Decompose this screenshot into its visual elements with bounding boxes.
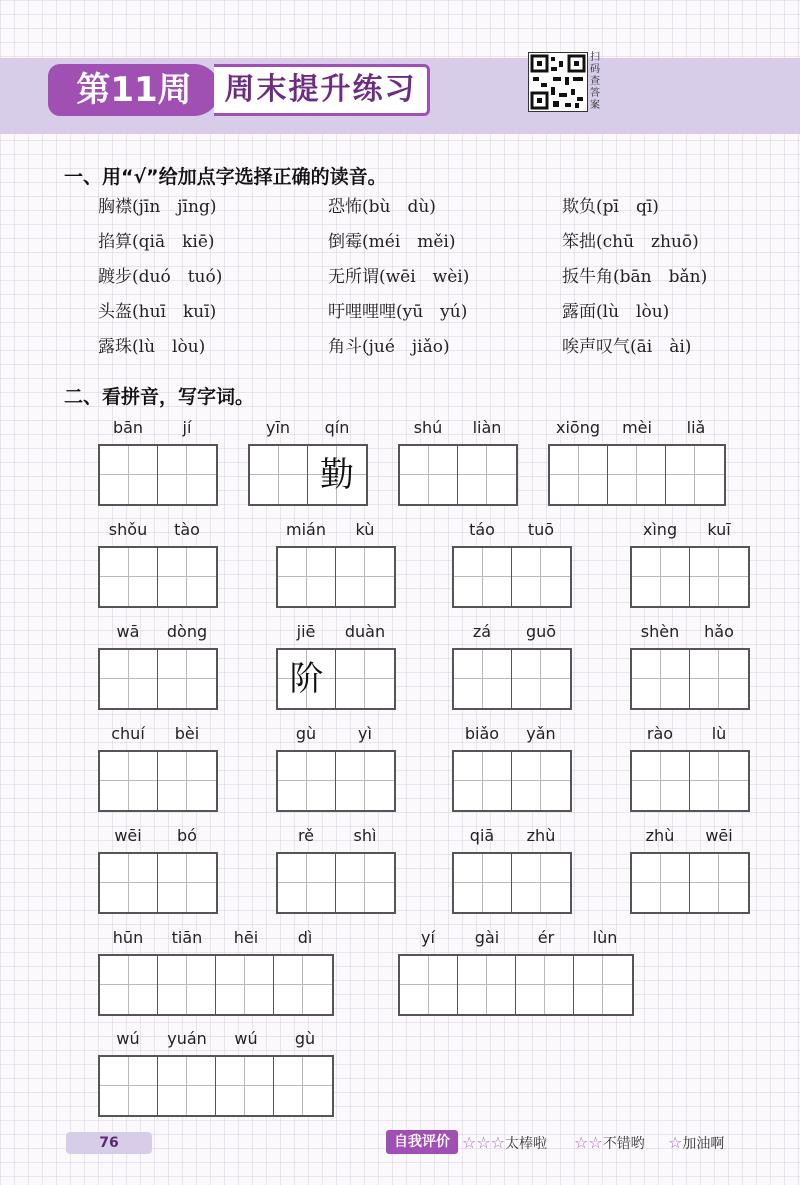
rating-label: 加油啊	[682, 1136, 725, 1152]
writing-cell[interactable]	[458, 956, 516, 1014]
pinyin-label: jiē	[296, 622, 316, 641]
writing-cell[interactable]	[454, 854, 512, 912]
pinyin-label: táo	[469, 520, 495, 539]
writing-cell[interactable]	[632, 854, 690, 912]
pinyin-label: mèi	[622, 418, 652, 437]
pronunciation-item: 角斗(jué jiǎo)	[328, 337, 450, 357]
writing-cell[interactable]	[100, 1057, 158, 1115]
pinyin-label: tào	[174, 520, 200, 539]
pinyin-label: gài	[474, 928, 500, 947]
pronunciation-item: 露面(lù lòu)	[562, 302, 670, 322]
pinyin-label: yí	[421, 928, 435, 947]
pinyin-label: wā	[116, 622, 140, 641]
rating-label: 太棒啦	[505, 1136, 548, 1152]
pronunciation-item: 无所谓(wēi wèi)	[328, 267, 470, 287]
writing-cell[interactable]	[336, 650, 394, 708]
pinyin-label: mián	[286, 520, 326, 539]
rating-option[interactable]	[462, 1133, 547, 1153]
pinyin-label: wú	[116, 1029, 140, 1048]
writing-cell[interactable]	[690, 752, 748, 810]
pinyin-label: yǎn	[526, 724, 556, 743]
pinyin-label: shèn	[640, 622, 680, 641]
pinyin-label: qiā	[469, 826, 495, 845]
writing-grid[interactable]	[452, 852, 572, 914]
pronunciation-item: 头盔(huī kuī)	[98, 302, 217, 322]
writing-grid[interactable]	[98, 648, 218, 710]
writing-grid[interactable]	[630, 750, 750, 812]
pinyin-label: lùn	[592, 928, 618, 947]
writing-cell[interactable]	[336, 548, 394, 606]
writing-cell[interactable]	[158, 548, 216, 606]
pinyin-label: shǒu	[108, 520, 148, 539]
pinyin-label: rào	[646, 724, 674, 743]
writing-cell[interactable]	[512, 752, 570, 810]
pronunciation-item: 胸襟(jīn jīng)	[98, 197, 217, 217]
writing-cell[interactable]	[458, 446, 516, 504]
writing-grid[interactable]	[276, 546, 396, 608]
pinyin-label: yīn	[265, 418, 291, 437]
writing-cell[interactable]	[274, 956, 332, 1014]
pinyin-label: bān	[112, 418, 144, 437]
writing-cell[interactable]	[278, 752, 336, 810]
writing-cell[interactable]	[400, 956, 458, 1014]
writing-cell[interactable]	[158, 956, 216, 1014]
pinyin-label: wēi	[705, 826, 733, 845]
pinyin-label: xiōng	[556, 418, 600, 437]
pinyin-label: hēi	[233, 928, 259, 947]
writing-cell[interactable]	[158, 446, 216, 504]
writing-grid[interactable]	[98, 546, 218, 608]
pronunciation-item: 笨拙(chū zhuō)	[562, 232, 699, 252]
rating-option[interactable]	[668, 1133, 724, 1153]
pinyin-label: rě	[297, 826, 315, 845]
writing-cell[interactable]	[278, 854, 336, 912]
pinyin-label: hūn	[112, 928, 144, 947]
writing-cell[interactable]	[512, 854, 570, 912]
star-icon: ☆☆	[574, 1133, 603, 1152]
writing-grid[interactable]	[548, 444, 726, 506]
writing-cell[interactable]	[336, 854, 394, 912]
section1-title: 一、用“√”给加点字选择正确的读音。	[64, 166, 387, 188]
rating-option[interactable]	[574, 1133, 645, 1153]
pronunciation-item: 踱步(duó tuó)	[98, 267, 223, 287]
writing-grid[interactable]	[398, 954, 634, 1016]
pinyin-label: zá	[472, 622, 492, 641]
pinyin-label: wēi	[114, 826, 142, 845]
pinyin-label: dì	[297, 928, 313, 947]
writing-grid[interactable]	[98, 444, 218, 506]
pinyin-label: zhù	[526, 826, 556, 845]
writing-cell[interactable]	[454, 650, 512, 708]
writing-grid[interactable]	[452, 546, 572, 608]
pronunciation-item: 恐怖(bù dù)	[328, 197, 436, 217]
pinyin-label: yì	[358, 724, 372, 743]
writing-grid[interactable]	[276, 648, 396, 710]
writing-grid[interactable]	[452, 750, 572, 812]
writing-cell[interactable]	[274, 1057, 332, 1115]
rating-label: 不错哟	[602, 1136, 645, 1152]
writing-cell[interactable]	[512, 548, 570, 606]
writing-cell[interactable]	[250, 446, 308, 504]
writing-cell[interactable]	[690, 650, 748, 708]
pronunciation-item: 欺负(pī qī)	[562, 197, 659, 217]
pinyin-label: shì	[353, 826, 377, 845]
pinyin-label: tuō	[527, 520, 555, 539]
writing-cell[interactable]	[158, 752, 216, 810]
writing-grid[interactable]	[98, 852, 218, 914]
writing-cell[interactable]	[454, 752, 512, 810]
pinyin-label: duàn	[344, 622, 386, 641]
writing-grid[interactable]	[98, 954, 334, 1016]
writing-cell[interactable]	[278, 548, 336, 606]
pinyin-label: ér	[537, 928, 555, 947]
writing-cell[interactable]	[690, 854, 748, 912]
writing-cell[interactable]	[608, 446, 666, 504]
writing-cell[interactable]	[690, 548, 748, 606]
pinyin-label: tiān	[171, 928, 203, 947]
pinyin-label: gù	[294, 1029, 316, 1048]
star-icon: ☆	[668, 1133, 683, 1152]
pinyin-label: gù	[295, 724, 317, 743]
writing-cell[interactable]	[574, 956, 632, 1014]
pinyin-label: kù	[355, 520, 375, 539]
pronunciation-item: 吁哩哩哩(yū yú)	[328, 302, 468, 322]
pronunciation-item: 掐算(qiā kiē)	[98, 232, 215, 252]
writing-grid[interactable]	[630, 546, 750, 608]
writing-cell[interactable]: 阶	[278, 650, 336, 708]
writing-grid[interactable]	[276, 750, 396, 812]
writing-cell[interactable]	[516, 956, 574, 1014]
writing-grid[interactable]	[452, 648, 572, 710]
writing-cell[interactable]	[158, 650, 216, 708]
writing-cell[interactable]: 勤	[308, 446, 366, 504]
pinyin-label: shú	[413, 418, 443, 437]
writing-cell[interactable]	[100, 650, 158, 708]
writing-cell[interactable]	[632, 650, 690, 708]
writing-cell[interactable]	[512, 650, 570, 708]
writing-cell[interactable]	[100, 548, 158, 606]
pinyin-label: jí	[182, 418, 192, 437]
pinyin-label: wú	[234, 1029, 258, 1048]
pinyin-label: bèi	[174, 724, 200, 743]
writing-cell[interactable]	[336, 752, 394, 810]
pinyin-label: chuí	[111, 724, 145, 743]
writing-cell[interactable]	[632, 548, 690, 606]
week-badge: 第11周	[48, 64, 220, 116]
writing-cell[interactable]	[216, 1057, 274, 1115]
pinyin-label: qín	[324, 418, 350, 437]
pinyin-label: bó	[177, 826, 197, 845]
star-icon: ☆☆☆	[462, 1133, 506, 1152]
section2-title: 二、看拼音，写字词。	[64, 386, 255, 408]
qr-code-icon[interactable]	[528, 52, 588, 112]
pinyin-label: dòng	[166, 622, 208, 641]
writing-cell[interactable]	[666, 446, 724, 504]
writing-grid[interactable]	[630, 852, 750, 914]
pinyin-label: guō	[525, 622, 557, 641]
pinyin-label: kuī	[707, 520, 731, 539]
self-eval-label: 自我评价	[386, 1130, 458, 1154]
writing-grid[interactable]	[398, 444, 518, 506]
pinyin-label: liǎ	[686, 418, 706, 437]
page-number: 76	[66, 1132, 152, 1154]
pinyin-label: hǎo	[704, 622, 734, 641]
pronunciation-item: 倒霉(méi měi)	[328, 232, 456, 252]
writing-cell[interactable]	[100, 752, 158, 810]
writing-grid[interactable]	[276, 852, 396, 914]
writing-cell[interactable]	[158, 1057, 216, 1115]
pronunciation-item: 扳牛角(bān bǎn)	[562, 267, 708, 287]
pinyin-label: biǎo	[464, 724, 500, 743]
pinyin-label: lù	[711, 724, 727, 743]
writing-cell[interactable]	[216, 956, 274, 1014]
writing-cell[interactable]	[100, 956, 158, 1014]
writing-cell[interactable]	[550, 446, 608, 504]
pinyin-label: xìng	[642, 520, 678, 539]
writing-grid[interactable]	[98, 1055, 334, 1117]
writing-cell[interactable]	[400, 446, 458, 504]
pinyin-label: liàn	[472, 418, 502, 437]
writing-cell[interactable]	[632, 752, 690, 810]
writing-cell[interactable]	[100, 854, 158, 912]
writing-grid[interactable]	[248, 444, 368, 506]
writing-cell[interactable]	[100, 446, 158, 504]
qr-label: 扫码查答案	[590, 52, 600, 111]
writing-cell[interactable]	[454, 548, 512, 606]
pronunciation-item: 露珠(lù lòu)	[98, 337, 206, 357]
writing-grid[interactable]	[98, 750, 218, 812]
writing-grid[interactable]	[630, 648, 750, 710]
pronunciation-item: 唉声叹气(āi ài)	[562, 337, 692, 357]
pinyin-label: yuán	[167, 1029, 207, 1048]
pinyin-label: zhù	[645, 826, 675, 845]
writing-cell[interactable]	[158, 854, 216, 912]
page-title: 周末提升练习	[214, 64, 430, 116]
